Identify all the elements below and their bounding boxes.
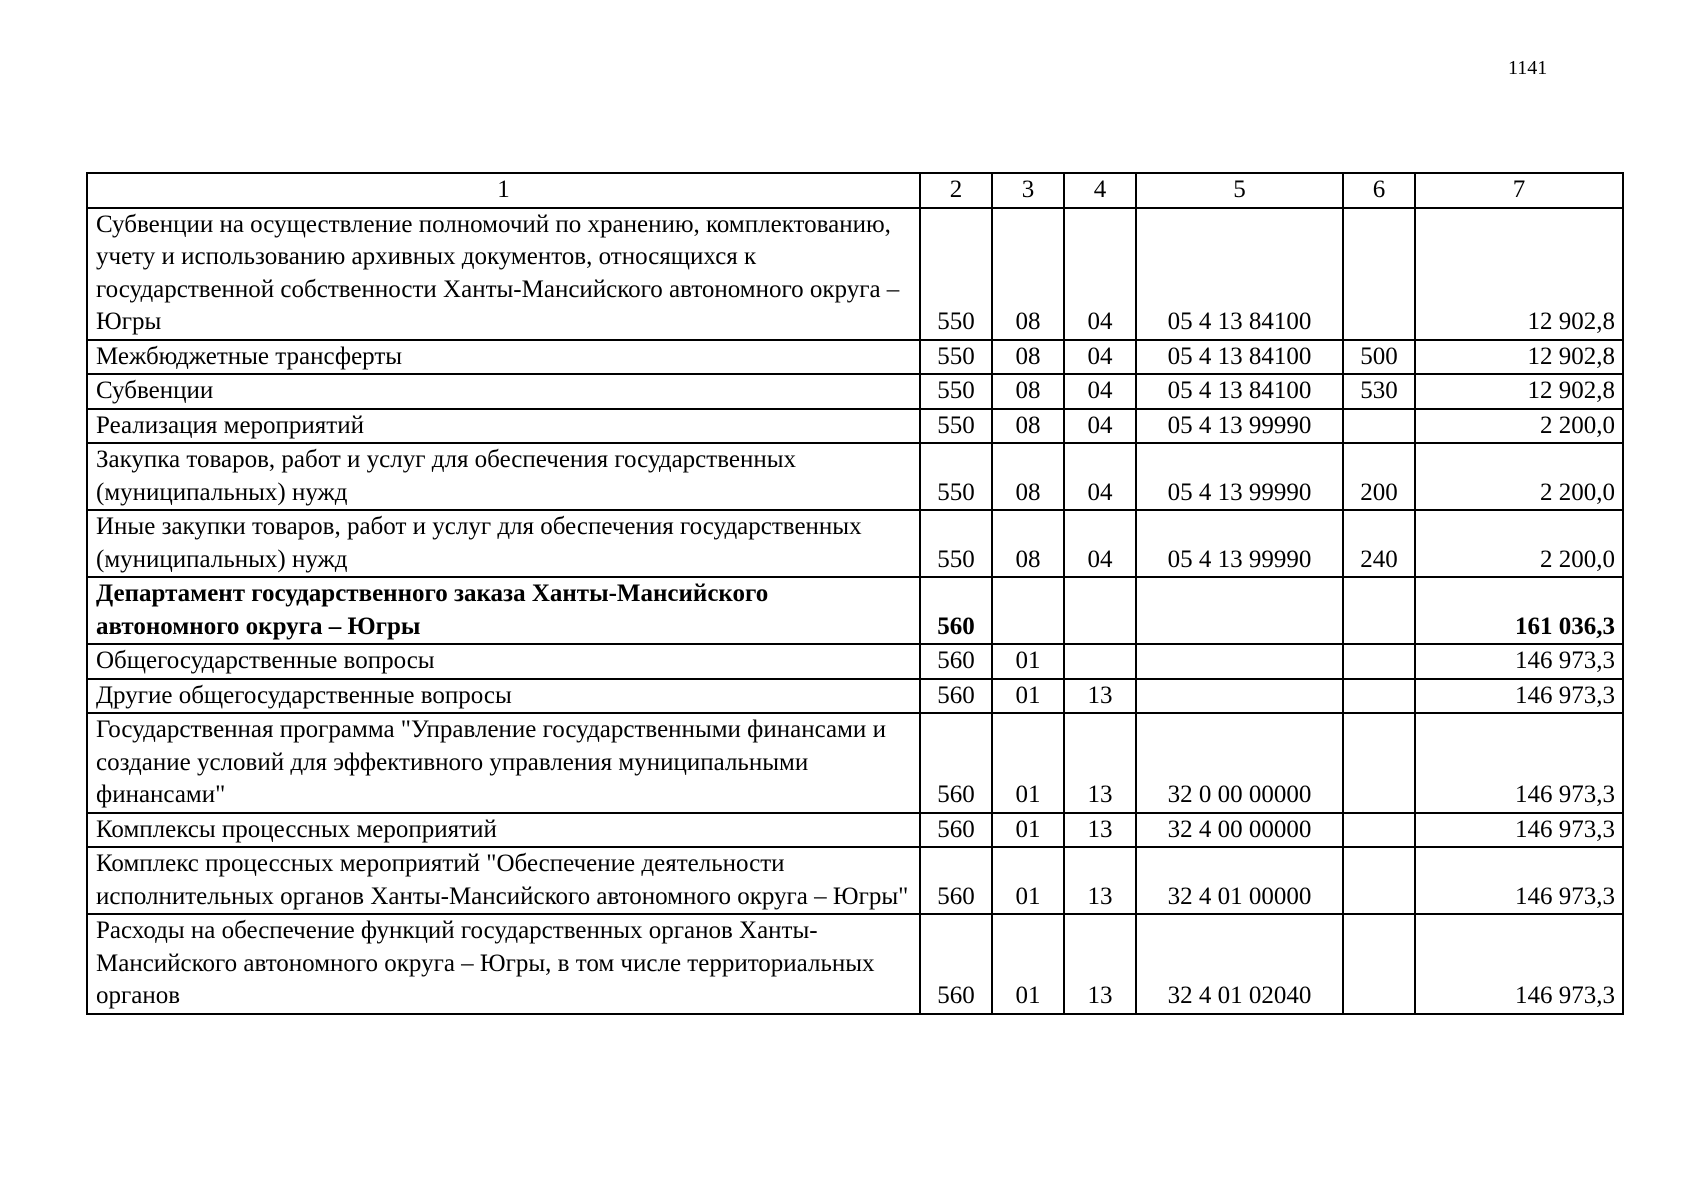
column-header: 7 bbox=[1415, 173, 1623, 208]
row-name-cell: Закупка товаров, работ и услуг для обеспечения государственных (муниципальных) нужд bbox=[87, 443, 920, 510]
row-subsection-cell: 13 bbox=[1064, 914, 1136, 1014]
row-subsection-cell: 04 bbox=[1064, 208, 1136, 340]
row-code-cell: 550 bbox=[920, 208, 992, 340]
row-name-cell: Субвенции bbox=[87, 374, 920, 409]
table-row bbox=[87, 813, 1623, 848]
row-code-cell: 560 bbox=[920, 847, 992, 914]
row-section-cell: 01 bbox=[992, 914, 1064, 1014]
row-section-cell: 01 bbox=[992, 813, 1064, 848]
row-amount-cell: 146 973,3 bbox=[1415, 644, 1623, 679]
row-target-article-cell bbox=[1136, 577, 1343, 644]
table-row bbox=[87, 847, 1623, 914]
table-row bbox=[87, 713, 1623, 813]
row-name-cell: Реализация мероприятий bbox=[87, 409, 920, 444]
row-name-cell: Субвенции на осуществление полномочий по хранению, комплектованию, учету и использованию архивных документов, относящихся к государственной собственности Ханты-Мансийского автономного округа – Югры bbox=[87, 208, 920, 340]
row-amount-cell: 2 200,0 bbox=[1415, 409, 1623, 444]
row-subsection-cell: 13 bbox=[1064, 847, 1136, 914]
row-code-cell: 550 bbox=[920, 409, 992, 444]
row-name-cell: Иные закупки товаров, работ и услуг для обеспечения государственных (муниципальных) нужд bbox=[87, 510, 920, 577]
column-header: 5 bbox=[1136, 173, 1343, 208]
row-amount-cell: 12 902,8 bbox=[1415, 208, 1623, 340]
row-section-cell: 01 bbox=[992, 847, 1064, 914]
row-name-cell: Департамент государственного заказа Ханты-Мансийского автономного округа – Югры bbox=[87, 577, 920, 644]
row-code-cell: 560 bbox=[920, 644, 992, 679]
row-section-cell: 08 bbox=[992, 374, 1064, 409]
table-row bbox=[87, 577, 1623, 644]
row-section-cell: 08 bbox=[992, 510, 1064, 577]
table-body bbox=[87, 173, 1623, 1014]
row-target-article-cell: 32 4 01 00000 bbox=[1136, 847, 1343, 914]
row-name-cell: Расходы на обеспечение функций государственных органов Ханты-Мансийского автономного округа – Югры, в том числе территориальных органов bbox=[87, 914, 920, 1014]
row-name-cell: Общегосударственные вопросы bbox=[87, 644, 920, 679]
row-target-article-cell: 05 4 13 84100 bbox=[1136, 374, 1343, 409]
row-section-cell: 08 bbox=[992, 443, 1064, 510]
table-row bbox=[87, 679, 1623, 714]
row-subsection-cell: 04 bbox=[1064, 340, 1136, 375]
row-name-cell: Комплекс процессных мероприятий "Обеспечение деятельности исполнительных органов Ханты-Мансийского автономного округа – Югры" bbox=[87, 847, 920, 914]
column-header: 3 bbox=[992, 173, 1064, 208]
row-section-cell: 01 bbox=[992, 713, 1064, 813]
row-target-article-cell bbox=[1136, 644, 1343, 679]
column-header: 1 bbox=[87, 173, 920, 208]
row-subsection-cell: 13 bbox=[1064, 813, 1136, 848]
row-amount-cell: 2 200,0 bbox=[1415, 510, 1623, 577]
row-target-article-cell: 05 4 13 84100 bbox=[1136, 340, 1343, 375]
row-expense-type-cell bbox=[1343, 813, 1415, 848]
column-header: 2 bbox=[920, 173, 992, 208]
row-expense-type-cell bbox=[1343, 409, 1415, 444]
row-target-article-cell: 32 4 00 00000 bbox=[1136, 813, 1343, 848]
row-subsection-cell bbox=[1064, 577, 1136, 644]
row-subsection-cell: 04 bbox=[1064, 409, 1136, 444]
row-name-cell: Другие общегосударственные вопросы bbox=[87, 679, 920, 714]
row-subsection-cell: 04 bbox=[1064, 510, 1136, 577]
row-amount-cell: 12 902,8 bbox=[1415, 340, 1623, 375]
row-section-cell: 08 bbox=[992, 340, 1064, 375]
table-row bbox=[87, 510, 1623, 577]
row-amount-cell: 146 973,3 bbox=[1415, 847, 1623, 914]
row-target-article-cell: 32 4 01 02040 bbox=[1136, 914, 1343, 1014]
row-name-cell: Комплексы процессных мероприятий bbox=[87, 813, 920, 848]
row-name-cell: Государственная программа "Управление государственными финансами и создание условий для эффективного управления муниципальными финансами" bbox=[87, 713, 920, 813]
table-row bbox=[87, 409, 1623, 444]
table-row bbox=[87, 443, 1623, 510]
row-target-article-cell: 05 4 13 99990 bbox=[1136, 409, 1343, 444]
row-code-cell: 550 bbox=[920, 510, 992, 577]
row-target-article-cell bbox=[1136, 679, 1343, 714]
table-row bbox=[87, 340, 1623, 375]
row-amount-cell: 146 973,3 bbox=[1415, 813, 1623, 848]
row-expense-type-cell bbox=[1343, 577, 1415, 644]
row-target-article-cell: 32 0 00 00000 bbox=[1136, 713, 1343, 813]
row-section-cell: 08 bbox=[992, 208, 1064, 340]
row-expense-type-cell: 500 bbox=[1343, 340, 1415, 375]
table-row bbox=[87, 644, 1623, 679]
row-code-cell: 560 bbox=[920, 713, 992, 813]
row-name-cell: Межбюджетные трансферты bbox=[87, 340, 920, 375]
row-target-article-cell: 05 4 13 84100 bbox=[1136, 208, 1343, 340]
table-row bbox=[87, 914, 1623, 1014]
row-code-cell: 560 bbox=[920, 577, 992, 644]
row-target-article-cell: 05 4 13 99990 bbox=[1136, 443, 1343, 510]
row-section-cell: 01 bbox=[992, 644, 1064, 679]
page-number: 1141 bbox=[1508, 57, 1548, 79]
row-code-cell: 560 bbox=[920, 679, 992, 714]
row-amount-cell: 2 200,0 bbox=[1415, 443, 1623, 510]
row-expense-type-cell bbox=[1343, 679, 1415, 714]
column-number-row bbox=[87, 173, 1623, 208]
row-expense-type-cell bbox=[1343, 644, 1415, 679]
row-amount-cell: 161 036,3 bbox=[1415, 577, 1623, 644]
row-amount-cell: 146 973,3 bbox=[1415, 914, 1623, 1014]
row-expense-type-cell bbox=[1343, 208, 1415, 340]
row-expense-type-cell: 240 bbox=[1343, 510, 1415, 577]
row-expense-type-cell bbox=[1343, 713, 1415, 813]
row-subsection-cell: 13 bbox=[1064, 679, 1136, 714]
row-section-cell: 08 bbox=[992, 409, 1064, 444]
row-amount-cell: 146 973,3 bbox=[1415, 679, 1623, 714]
row-expense-type-cell bbox=[1343, 847, 1415, 914]
row-expense-type-cell: 530 bbox=[1343, 374, 1415, 409]
row-section-cell: 01 bbox=[992, 679, 1064, 714]
column-header: 6 bbox=[1343, 173, 1415, 208]
row-code-cell: 550 bbox=[920, 374, 992, 409]
row-subsection-cell: 04 bbox=[1064, 374, 1136, 409]
table-row bbox=[87, 374, 1623, 409]
row-code-cell: 550 bbox=[920, 443, 992, 510]
row-amount-cell: 146 973,3 bbox=[1415, 713, 1623, 813]
budget-table bbox=[86, 172, 1624, 1015]
row-code-cell: 560 bbox=[920, 813, 992, 848]
row-amount-cell: 12 902,8 bbox=[1415, 374, 1623, 409]
row-code-cell: 550 bbox=[920, 340, 992, 375]
table-row bbox=[87, 208, 1623, 340]
row-expense-type-cell: 200 bbox=[1343, 443, 1415, 510]
row-subsection-cell bbox=[1064, 644, 1136, 679]
row-code-cell: 560 bbox=[920, 914, 992, 1014]
row-expense-type-cell bbox=[1343, 914, 1415, 1014]
row-section-cell bbox=[992, 577, 1064, 644]
row-subsection-cell: 04 bbox=[1064, 443, 1136, 510]
column-header: 4 bbox=[1064, 173, 1136, 208]
row-subsection-cell: 13 bbox=[1064, 713, 1136, 813]
row-target-article-cell: 05 4 13 99990 bbox=[1136, 510, 1343, 577]
